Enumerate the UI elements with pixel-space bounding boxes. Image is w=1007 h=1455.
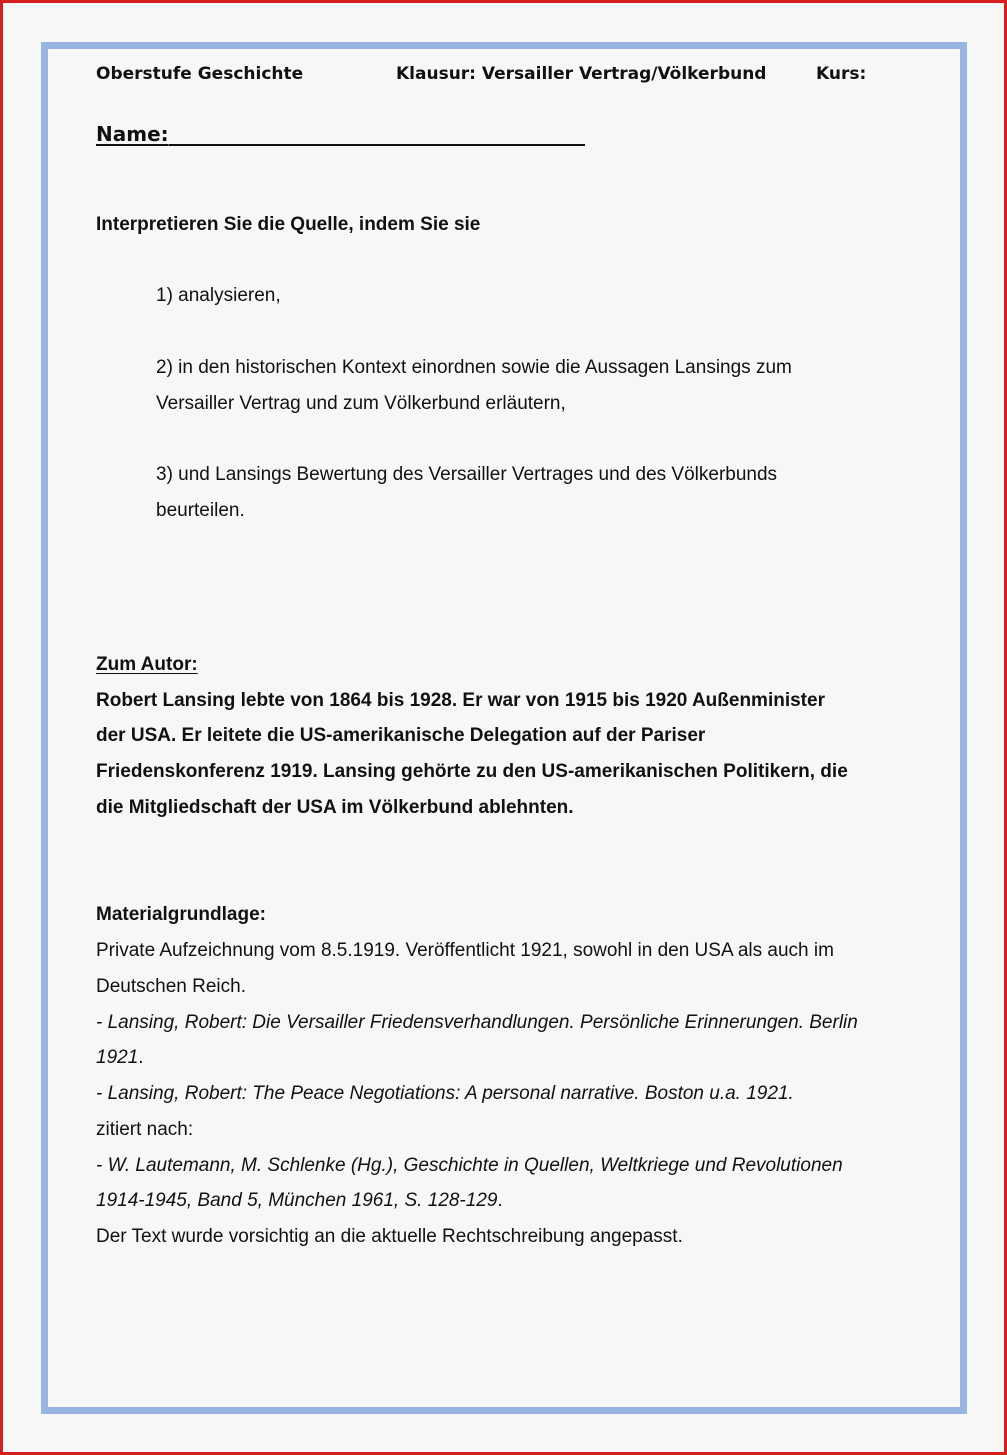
author-line: der USA. Er leitete die US-amerikanische Delegation auf der Pariser: [96, 725, 706, 746]
author-line: Robert Lansing lebte von 1864 bis 1928. Er war von 1915 bis 1920 Außenminister: [96, 690, 825, 711]
material-citation-year: [96, 1040, 144, 1076]
material-citation: - W. Lautemann, M. Schlenke (Hg.), Geschichte in Quellen, Weltkriege und Revolutionen: [96, 1155, 843, 1176]
material-line: Private Aufzeichnung vom 8.5.1919. Veröffentlicht 1921, sowohl in den USA als auch im: [96, 940, 834, 961]
material-citation: - Lansing, Robert: Die Versailler Friedensverhandlungen. Persönliche Erinnerungen. Berlin: [96, 1012, 858, 1033]
name-field: [96, 118, 585, 146]
header-subject: Oberstufe Geschichte: [96, 64, 304, 84]
task-item-2-line-2: Versailler Vertrag und zum Völkerbund erläutern,: [156, 393, 566, 414]
author-line: die Mitgliedschaft der USA im Völkerbund ablehnten.: [96, 797, 574, 818]
citation-period: .: [138, 1047, 144, 1068]
task-item-3-line-2: beurteilen.: [156, 500, 245, 521]
author-line: Friedenskonferenz 1919. Lansing gehörte zu den US-amerikanischen Politikern, die: [96, 761, 848, 782]
material-line: Deutschen Reich.: [96, 976, 246, 997]
task-intro: Interpretieren Sie die Quelle, indem Sie sie: [96, 214, 481, 235]
name-blank-line: [169, 118, 585, 146]
material-line: zitiert nach:: [96, 1119, 194, 1140]
material-citation-pages: [96, 1183, 503, 1219]
task-item-1: 1) analysieren,: [156, 285, 281, 306]
name-label: Name:: [96, 122, 169, 146]
material-citation: - Lansing, Robert: The Peace Negotiations: A personal narrative. Boston u.a. 1921.: [96, 1083, 794, 1104]
author-heading: Zum Autor:: [96, 654, 198, 675]
citation-period: .: [497, 1190, 503, 1211]
citation-pages-text: 1914-1945, Band 5, München 1961, S. 128-129: [96, 1190, 498, 1211]
task-item-2-line-1: 2) in den historischen Kontext einordnen sowie die Aussagen Lansings zum: [156, 357, 792, 378]
material-heading: Materialgrundlage:: [96, 904, 266, 925]
task-item-3-line-1: 3) und Lansings Bewertung des Versailler Vertrages und des Völkerbunds: [156, 464, 778, 485]
material-line: Der Text wurde vorsichtig an die aktuelle Rechtschreibung angepasst.: [96, 1226, 683, 1247]
citation-year-text: 1921: [96, 1047, 139, 1068]
header-exam-title: Klausur: Versailler Vertrag/Völkerbund: [396, 64, 767, 84]
header-course: Kurs:: [816, 64, 867, 84]
